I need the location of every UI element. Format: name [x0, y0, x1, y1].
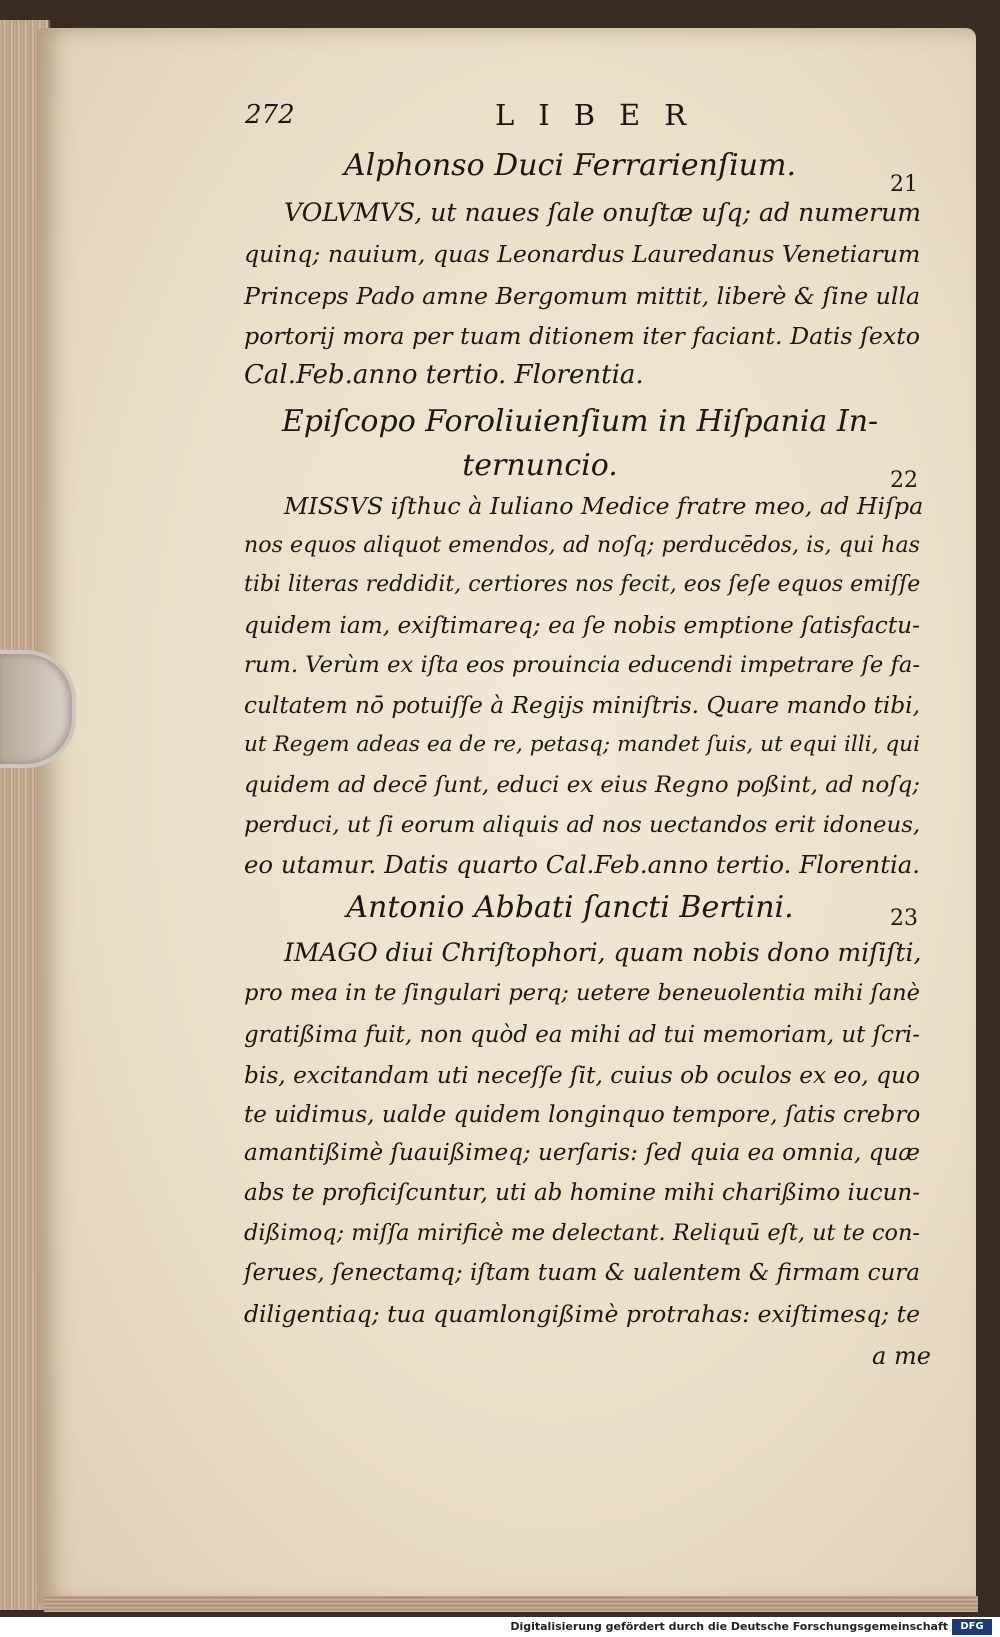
book-bottom-edges — [44, 1596, 978, 1612]
text-line: ſerues, ſenectamq; iſtam tuam & ualentem & firmam cura — [244, 1260, 921, 1286]
text-line: Cal.Feb.anno tertio. Florentia. — [244, 360, 644, 390]
text-line: bis, excitandam uti neceſſe ſit, cuius ob oculos ex eo, quo — [244, 1062, 920, 1089]
text-line: quidem iam, exiſtimareq; ea ſe nobis emptione ſatisfactu- — [244, 612, 920, 639]
page-number: 272 — [245, 100, 295, 130]
text-line: amantißimè ſuauißimeq; uerſaris: ſed quia ea omnia, quæ — [244, 1140, 920, 1166]
catchword: a me — [872, 1342, 931, 1370]
text-line: diligentiaq; tua quamlongißimè protrahas: exiſtimesq; te — [244, 1300, 920, 1328]
text-line: VOLVMVS, ut naues ſale onuſtæ uſq; ad numerum — [284, 198, 922, 227]
text-line: abs te proficiſcuntur, uti ab homine mihi charißimo iucun- — [244, 1180, 920, 1206]
letter-heading: ternuncio. — [462, 448, 618, 483]
text-line: dißimoq; miſſa mirificè me delectant. Reliquū eſt, ut te con- — [244, 1220, 920, 1246]
running-head: LIBER — [495, 98, 711, 132]
text-line: Princeps Pado amne Bergomum mittit, liberè & ſine ulla — [244, 282, 921, 310]
text-line: rum. Verùm ex iſta eos prouincia educendi impetrare ſe fa- — [244, 652, 920, 678]
text-line: te uidimus, ualde quidem longinquo tempore, ſatis crebro — [244, 1102, 921, 1128]
footer-bar — [0, 1617, 1000, 1637]
text-line: quidem ad decē ſunt, educi ex eius Regno poßint, ad noſq; — [244, 772, 920, 798]
text-line: eo utamur. Datis quarto Cal.Feb.anno tertio. Florentia. — [244, 850, 920, 879]
letter-heading: Epiſcopo Foroliuienſium in Hiſpania In- — [281, 404, 879, 439]
letter-number: 22 — [890, 468, 918, 493]
text-line: portorij mora per tuam ditionem iter faciant. Datis ſexto — [244, 322, 920, 350]
text-line: pro mea in te ſingulari perq; uetere beneuolentia mihi ſanè — [244, 980, 920, 1006]
text-line: quinq; nauium, quas Leonardus Lauredanus Venetiarum — [244, 240, 921, 268]
text-line: tibi literas reddidit, certiores nos fecit, eos ſeſe equos emiſſe — [244, 572, 921, 597]
letter-number: 23 — [890, 906, 918, 931]
dfg-logo-icon: DFG — [952, 1619, 992, 1635]
text-line: ut Regem adeas ea de re, petasq; mandet ſuis, ut equi illi, qui — [244, 732, 920, 757]
letter-heading: Antonio Abbati ſancti Bertini. — [346, 890, 794, 925]
text-line: IMAGO diui Chriſtophori, quam nobis dono miſiſti, — [284, 938, 922, 967]
text-line: MISSVS iſthuc à Iuliano Medice fratre meo, ad Hiſpa — [284, 492, 924, 520]
letter-heading: Alphonso Duci Ferrarienſium. — [344, 148, 796, 183]
text-line: perduci, ut ſi eorum aliquis ad nos uectandos erit idoneus, — [244, 812, 921, 838]
text-line: cultatem nō potuiſſe à Regijs miniſtris. Quare mando tibi, — [244, 692, 920, 719]
page-header — [245, 98, 915, 138]
footer-credit: Digitalisierung gefördert durch die Deutsche Forschungsgemeinschaft — [510, 1620, 948, 1633]
text-line: gratißima fuit, non quòd ea mihi ad tui memoriam, ut ſcri- — [244, 1022, 920, 1048]
letter-number: 21 — [890, 172, 918, 197]
text-line: nos equos aliquot emendos, ad noſq; perducēdos, is, qui has — [244, 532, 920, 558]
